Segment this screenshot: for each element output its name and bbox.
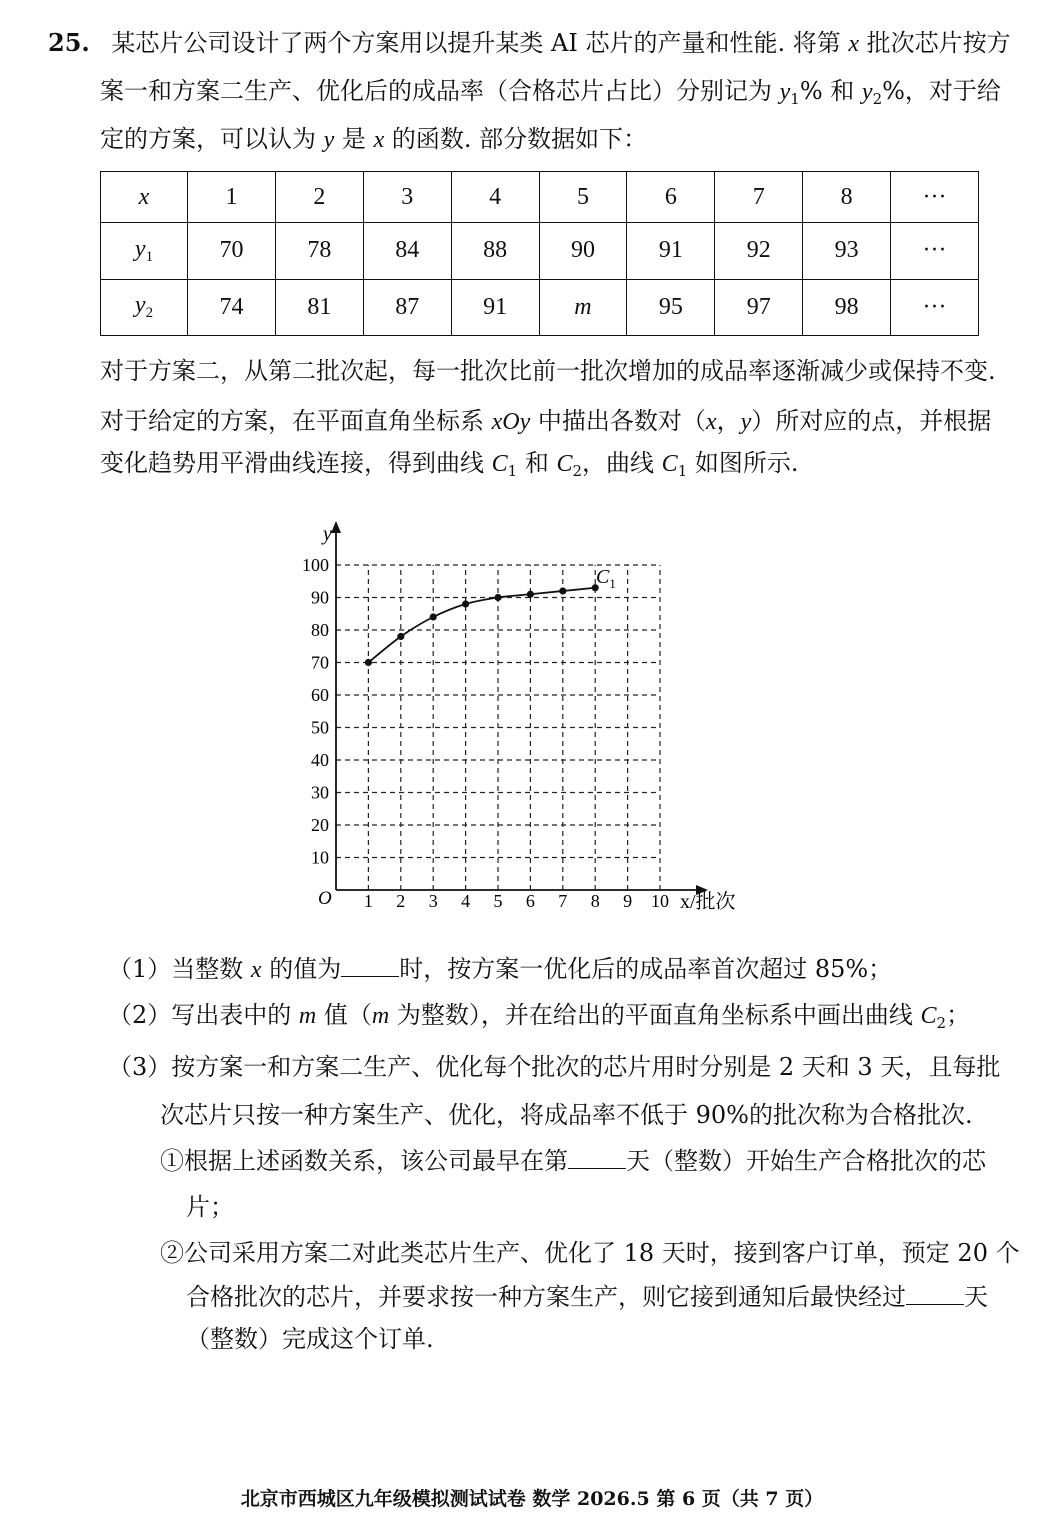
x-axis-label: x/批次 — [680, 891, 736, 913]
y-tick-label: 20 — [311, 815, 329, 835]
question-3-line1: （3）按方案一和方案二生产、优化每个批次的芯片用时分别是 2 天和 3 天，且每批 — [108, 1053, 1001, 1081]
chart-curve-c1 — [368, 588, 595, 663]
y-tick-label: 70 — [311, 652, 329, 673]
x-tick-label: 6 — [525, 891, 535, 911]
paragraph-line1: 对于方案二，从第二批次起，每一批次比前一批次增加的成品率逐渐减少或保持不变. — [100, 357, 996, 385]
x-tick-label: 2 — [396, 891, 406, 911]
table-cell: 81 — [275, 279, 363, 336]
question-3-2-line1: ②公司采用方案二对此类芯片生产、优化了 18 天时，接到客户订单，预定 20 个 — [160, 1239, 1020, 1267]
data-point — [397, 633, 404, 640]
curve-label-c1: $C_1$ — [596, 566, 616, 591]
y-tick-label: 50 — [311, 717, 329, 738]
chart-c1 — [280, 520, 760, 920]
table-cell-unknown-m: m — [539, 279, 627, 336]
chart-grid — [336, 565, 660, 890]
table-cell: 6 — [627, 172, 715, 223]
table-cell: 3 — [363, 172, 451, 223]
x-tick-label: 10 — [651, 891, 669, 911]
x-tick-label: 8 — [590, 891, 600, 911]
page-footer: 北京市西城区九年级模拟测试试卷 数学 2026.5 第 6 页（共 7 页） — [240, 1488, 824, 1510]
table-cell: 8 — [803, 172, 891, 223]
y-axis-arrow — [331, 521, 341, 533]
x-tick-label: 9 — [623, 891, 633, 911]
table-cell: 88 — [451, 223, 539, 279]
table-cell: 7 — [715, 172, 803, 223]
question-3-line2: 次芯片只按一种方案生产、优化，将成品率不低于 90%的批次称为合格批次. — [160, 1101, 973, 1129]
data-table — [100, 171, 979, 336]
y-tick-label: 100 — [302, 555, 329, 575]
x-tick-label: 5 — [493, 891, 503, 911]
y-tick-label: 30 — [311, 782, 329, 803]
data-point — [365, 659, 372, 666]
table-cell: 74 — [188, 279, 276, 336]
table-cell: 91 — [627, 223, 715, 279]
table-cell: 97 — [715, 279, 803, 336]
answer-blank-q1[interactable] — [341, 956, 399, 977]
x-tick-label: 1 — [363, 891, 373, 911]
problem-number: 25. — [48, 28, 90, 57]
table-cell: 91 — [451, 279, 539, 336]
table-cell: 2 — [275, 172, 363, 223]
paragraph-line2: 对于给定的方案，在平面直角坐标系 xOy 中描出各数对（x，y）所对应的点，并根据 — [100, 407, 992, 435]
table-cell: 70 — [188, 223, 276, 279]
chart-axes — [331, 521, 708, 895]
table-cell: 4 — [451, 172, 539, 223]
table-row-x — [101, 172, 979, 223]
answer-blank-q3-2[interactable] — [906, 1284, 964, 1305]
question-3-2-line2: 合格批次的芯片，并要求按一种方案生产，则它接到通知后最快经过 天 — [186, 1283, 988, 1311]
y-tick-label: 10 — [311, 847, 329, 868]
question-2: （2）写出表中的 m 值（m 为整数），并在给出的平面直角坐标系中画出曲线 $C_2$； — [108, 1001, 971, 1032]
table-cell: ··· — [891, 279, 979, 336]
table-cell: 5 — [539, 172, 627, 223]
table-cell: 93 — [803, 223, 891, 279]
question-3-1: ①根据上述函数关系，该公司最早在第 天（整数）开始生产合格批次的芯 — [160, 1147, 986, 1175]
data-point — [462, 600, 469, 607]
data-point — [559, 587, 566, 594]
table-cell: ··· — [891, 223, 979, 279]
table-cell: 92 — [715, 223, 803, 279]
problem-intro-line1: 25. 某芯片公司设计了两个方案用以提升某类 AI 芯片的产量和性能. 将第 x 批次芯片按方 — [48, 28, 1011, 57]
data-point — [430, 613, 437, 620]
problem-intro-line3: 定的方案，可以认为 y 是 x 的函数. 部分数据如下： — [100, 125, 648, 153]
question-3-2-line3: （整数）完成这个订单. — [186, 1325, 434, 1353]
problem-intro-line2: 案一和方案二生产、优化后的成品率（合格芯片占比）分别记为 $y_1\%$ 和 $y_2\%$，对于给 — [100, 77, 1001, 108]
question-1: （1）当整数 x 的值为 时，按方案一优化后的成品率首次超过 85%； — [108, 955, 893, 983]
table-cell: 87 — [363, 279, 451, 336]
table-cell: 95 — [627, 279, 715, 336]
row-label-x: x — [101, 172, 188, 223]
data-point — [527, 591, 534, 598]
data-point — [494, 594, 501, 601]
table-cell: 90 — [539, 223, 627, 279]
y-tick-label: 80 — [311, 620, 329, 640]
table-row-y2 — [101, 279, 979, 336]
x-tick-label: 3 — [428, 891, 438, 911]
y-tick-label: 40 — [311, 750, 329, 770]
answer-blank-q3-1[interactable] — [568, 1148, 626, 1169]
table-cell: 84 — [363, 223, 451, 279]
origin-label: O — [318, 888, 332, 909]
paragraph-line3: 变化趋势用平滑曲线连接，得到曲线 $C_1$ 和 $C_2$，曲线 $C_1$ 如图所示. — [100, 449, 799, 480]
table-cell: 1 — [188, 172, 276, 223]
table-cell: ··· — [891, 172, 979, 223]
row-label-y1: $y_1$ — [101, 223, 188, 279]
table-row-y1 — [101, 223, 979, 279]
y-tick-label: 90 — [311, 587, 329, 608]
question-3-1-cont: 片； — [186, 1193, 234, 1221]
table-cell: 78 — [275, 223, 363, 279]
y-axis-label: y — [323, 523, 332, 545]
series-line-c1 — [368, 588, 595, 663]
x-tick-label: 7 — [558, 891, 568, 911]
table-cell: 98 — [803, 279, 891, 336]
x-tick-label: 4 — [461, 891, 471, 911]
y-tick-label: 60 — [311, 685, 329, 705]
row-label-y2: $y_2$ — [101, 279, 188, 336]
chart-points — [365, 584, 599, 666]
